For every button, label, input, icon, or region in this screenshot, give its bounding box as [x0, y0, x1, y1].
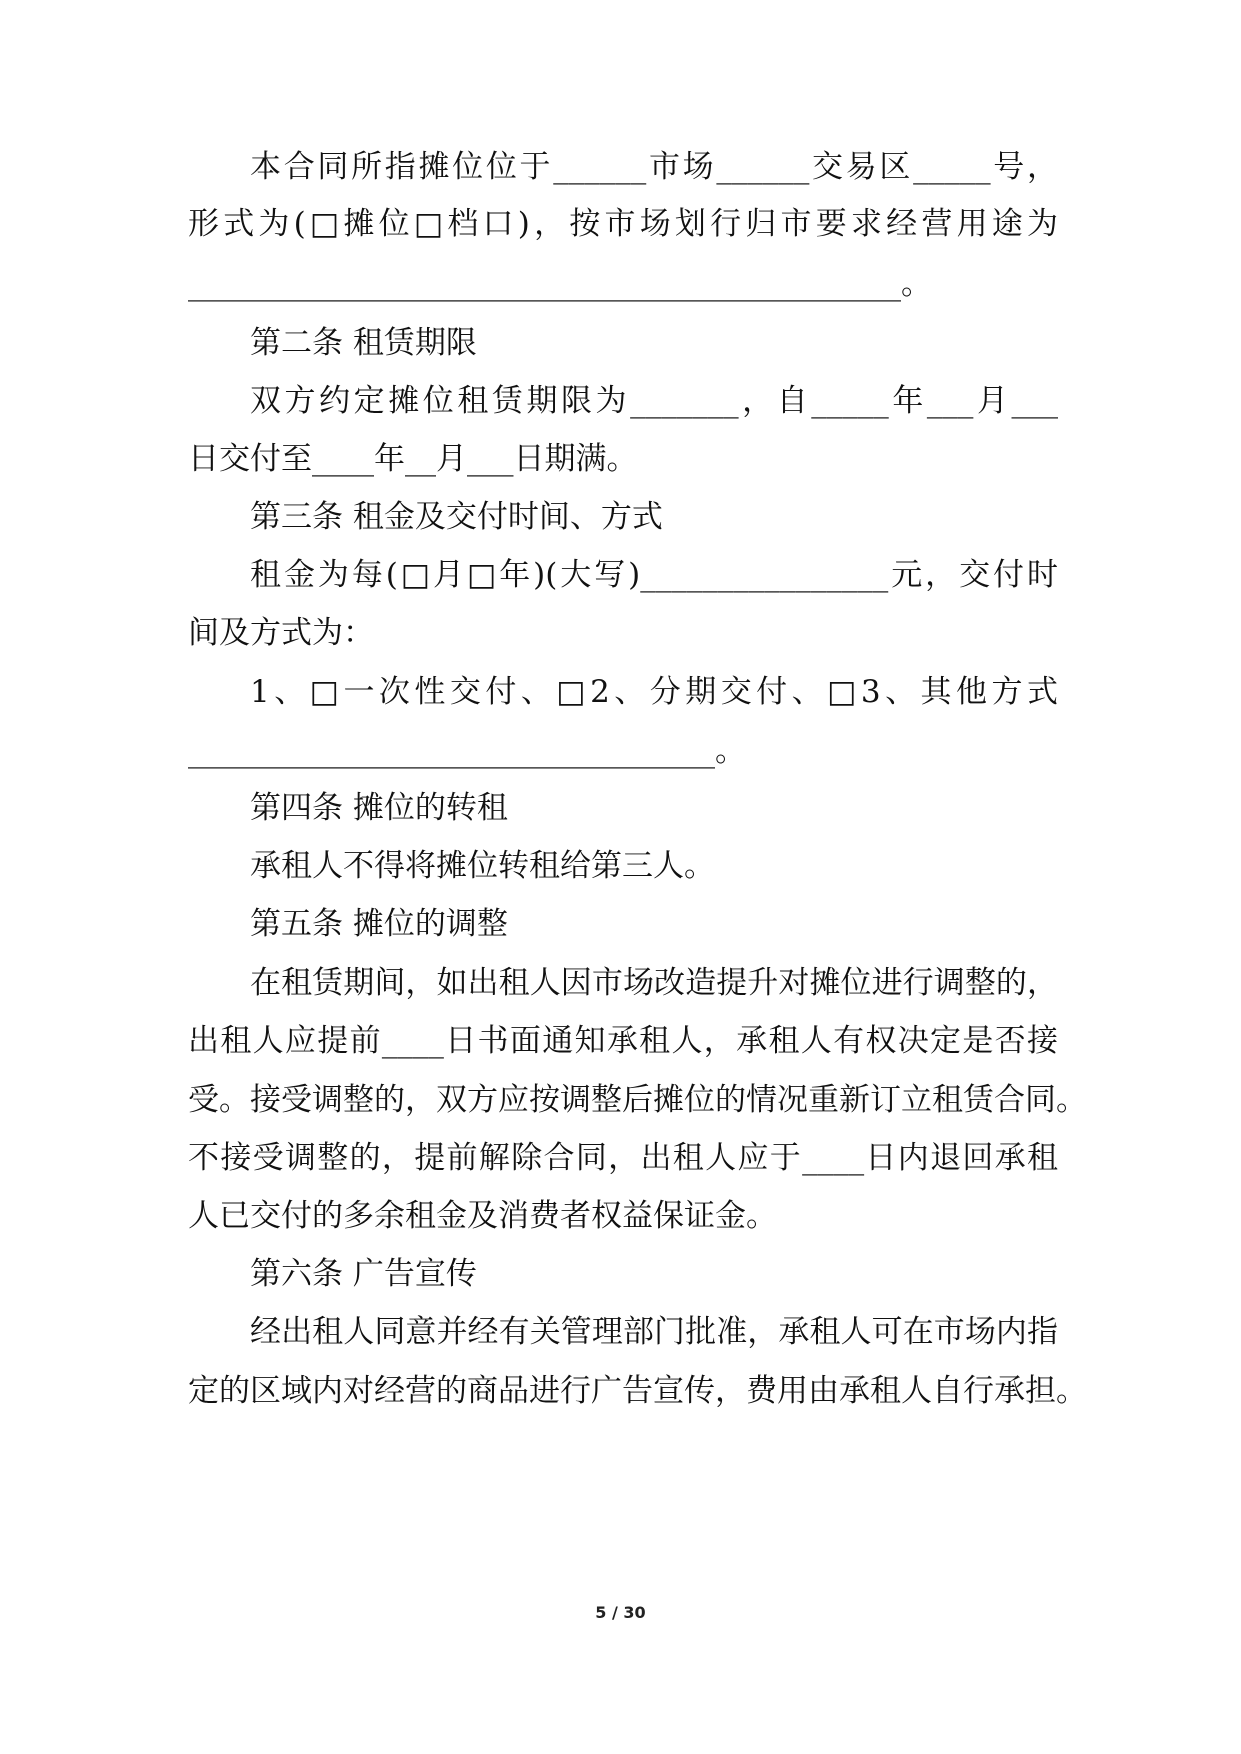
paragraph-line: 日交付至____年__月___日期满。 — [188, 441, 638, 477]
paragraph-line: 1、□一次性交付、□2、分期交付、□3、其他方式 — [250, 674, 1058, 710]
paragraph-line: 人已交付的多余租金及消费者权益保证金。 — [188, 1198, 777, 1234]
section-heading: 第五条 摊位的调整 — [250, 906, 508, 942]
section-heading: 第三条 租金及交付时间、方式 — [250, 499, 663, 535]
paragraph-line: 在租赁期间，如出租人因市场改造提升对摊位进行调整的， — [250, 965, 1058, 1001]
paragraph-line: 经出租人同意并经有关管理部门批准，承租人可在市场内指 — [250, 1314, 1058, 1350]
blank-fill-line: ______________________________________________。 — [188, 266, 932, 302]
paragraph-line: 双方约定摊位租赁期限为_______，自_____年___月___ — [250, 383, 1058, 419]
paragraph-line: 租金为每(□月□年)(大写)________________元，交付时 — [250, 557, 1058, 593]
paragraph-line: 不接受调整的，提前解除合同，出租人应于____日内退回承租 — [188, 1140, 1058, 1176]
page-number: 5 / 30 — [595, 1603, 646, 1622]
paragraph-line: 本合同所指摊位位于______市场______交易区_____号， — [250, 149, 1058, 185]
paragraph-line: 间及方式为： — [188, 615, 374, 651]
paragraph-line: 形式为(□摊位□档口)，按市场划行归市要求经营用途为 — [188, 206, 1058, 242]
section-heading: 第四条 摊位的转租 — [250, 790, 508, 826]
paragraph-line: 定的区域内对经营的商品进行广告宣传，费用由承租人自行承担。 — [188, 1373, 1087, 1409]
paragraph-line: 出租人应提前____日书面通知承租人，承租人有权决定是否接 — [188, 1023, 1058, 1059]
section-heading: 第二条 租赁期限 — [250, 325, 477, 361]
section-heading: 第六条 广告宣传 — [250, 1256, 477, 1292]
paragraph-line: 承租人不得将摊位转租给第三人。 — [250, 848, 715, 884]
paragraph-line: 受。接受调整的，双方应按调整后摊位的情况重新订立租赁合同。 — [188, 1082, 1087, 1118]
blank-fill-line: __________________________________。 — [188, 733, 746, 769]
